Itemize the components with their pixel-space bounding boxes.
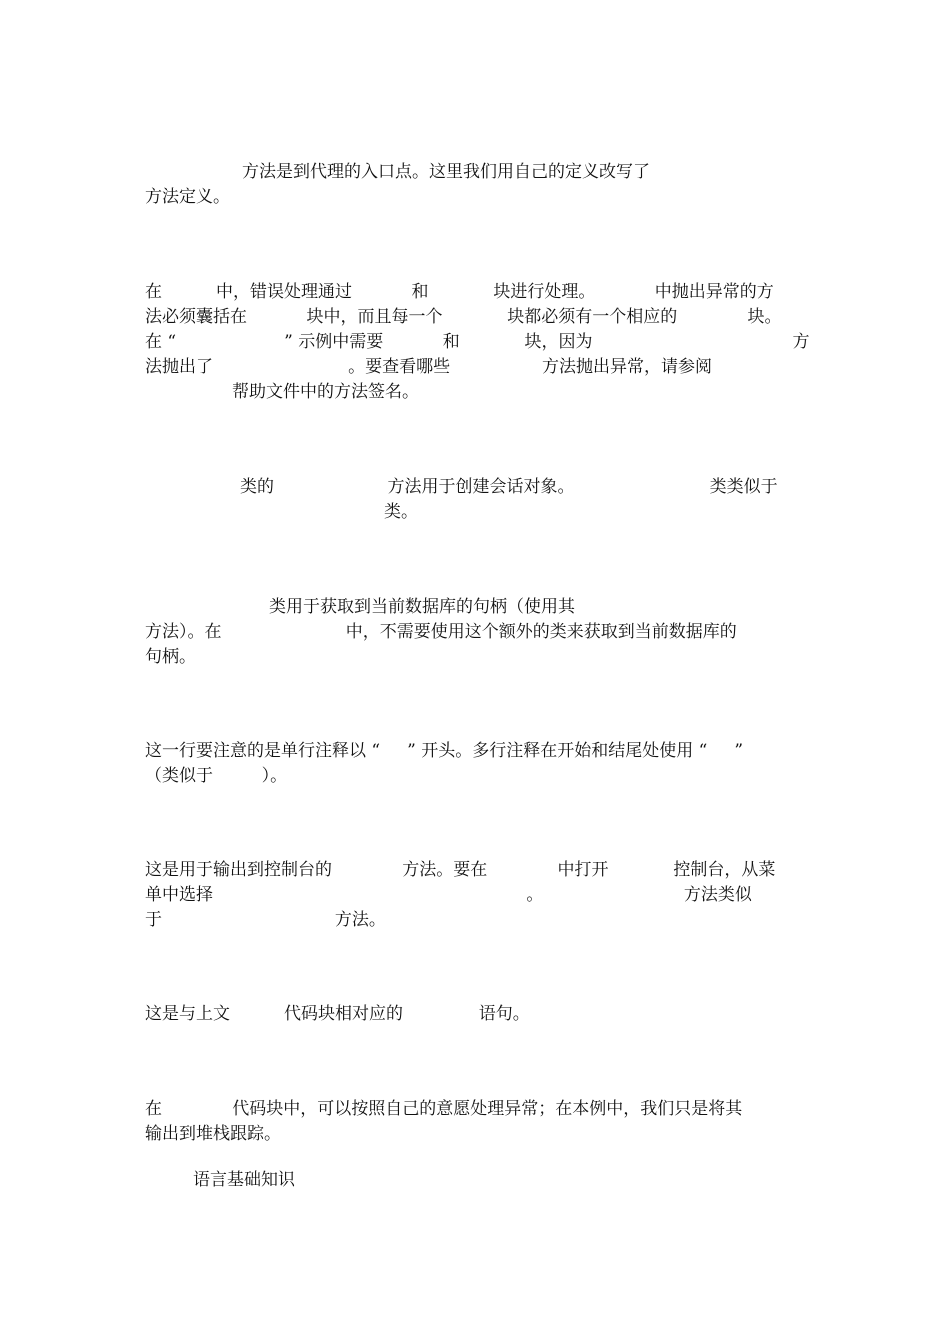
text-line: 方法是到代理的入口点。这里我们用自己的定义改写了 [242,162,650,182]
text-line: 法必须囊括在 块中，而且每一个 块都必须有一个相应的 块。 [145,307,782,327]
text-line: 方法）。在 中，不需要使用这个额外的类来获取到当前数据库的 [145,622,737,642]
text-line: 类用于获取到当前数据库的句柄（使用其 [269,597,575,617]
text-line: 在 中，错误处理通过 和 块进行处理。 中抛出异常的方 [145,282,774,302]
text-line: 在 代码块中，可以按照自己的意愿处理异常；在本例中，我们只是将其 [145,1099,743,1119]
text-line: 类。 [384,502,418,522]
text-line: 这是与上文 代码块相对应的 语句。 [145,1004,530,1024]
text-line: 这一行要注意的是单行注释以 “ ” 开头。多行注释在开始和结尾处使用 “ ” [145,741,744,761]
text-line: 帮助文件中的方法签名。 [232,382,419,402]
text-line: 类的 方法用于创建会话对象。 类类似于 [240,477,778,497]
text-line: （类似于 ）。 [145,766,288,786]
text-line: 输出到堆栈跟踪。 [145,1124,281,1144]
text-line: 单中选择 。 方法类似 [145,885,752,905]
text-line: 这是用于输出到控制台的 方法。要在 中打开 控制台，从菜 [145,860,776,880]
text-line: 于 方法。 [145,910,386,930]
text-line: 法抛出了 。要查看哪些 方法抛出异常，请参阅 [145,357,712,377]
text-line: 在 “ ” 示例中需要 和 块，因为 方 [145,332,810,352]
text-line: 句柄。 [145,647,196,667]
text-line: 方法定义。 [145,187,230,207]
section-heading: 语言基础知识 [193,1170,295,1190]
